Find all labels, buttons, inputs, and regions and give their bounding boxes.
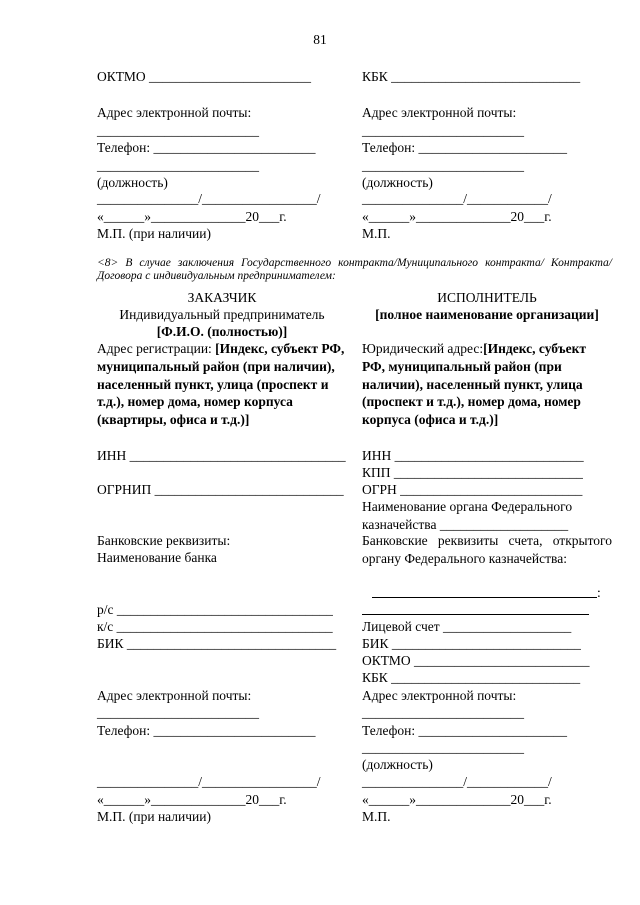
executor-bik: БИК ____________________________ [362,636,581,651]
footnote-text: В случае заключения Государственного контракта/Муниципального контракта/ Контракта/Договора с индивидуальным предпринимателем: [97,257,613,282]
customer-email-label: Адрес электронной почты: [97,688,252,703]
executor-date: «______»______________20___г. [362,792,552,807]
executor-stamp: М.П. [362,809,391,824]
customer-ogrnip: ОГРНИП ____________________________ [97,482,344,497]
customer-heading: ЗАКАЗЧИК [187,290,257,305]
customer-signature: _______________/_________________/ [97,774,321,789]
blank-line [372,597,597,598]
customer-date: «______»______________20___г. [97,792,287,807]
executor-bank-details: Банковские реквизиты счета, открытого органу Федерального казначейства: [362,533,612,566]
customer-address [97,340,347,429]
customer-inn: ИНН ________________________________ [97,448,346,463]
executor-phone-line: ________________________ [362,740,524,755]
executor-signature: _______________/____________/ [362,774,552,789]
oktmo-field: ОКТМО ________________________ [97,69,311,84]
customer-stamp: М.П. (при наличии) [97,809,211,824]
address-label: Юридический адрес: [362,341,484,356]
address-value: [Индекс, субъект РФ, муниципальный район (при наличии), населенный пункт, улица (проспект и т.д.), номер дома, номер корпуса (квартиры, офиса и т.д.)] [97,341,345,428]
executor-position: (должность) [362,757,433,772]
executor-treasury-name: Наименование органа Федерального казначейства ___________________ [362,499,573,532]
address-label: Адрес регистрации: [97,341,216,356]
customer-type: Индивидуальный предприниматель [119,307,325,322]
kbk-field: КБК ____________________________ [362,69,581,84]
blank-colon: : [597,585,601,600]
date-line: «______»______________20___г. [362,209,552,224]
customer-ks: к/с ________________________________ [97,619,333,634]
customer-rs: р/с ________________________________ [97,602,333,617]
executor-oktmo: ОКТМО __________________________ [362,653,590,668]
executor-name: [полное наименование организации] [375,307,599,322]
executor-heading: ИСПОЛНИТЕЛЬ [437,290,537,305]
executor-kbk: КБК ____________________________ [362,670,581,685]
phone-line: ________________________ [97,158,259,173]
executor-kpp: КПП ____________________________ [362,465,583,480]
executor-email-label: Адрес электронной почты: [362,688,517,703]
executor-ogrn: ОГРН ___________________________ [362,482,583,497]
executor-address [362,340,612,429]
position-label: (должность) [362,175,433,190]
email-label: Адрес электронной почты: [97,105,252,120]
stamp-label: М.П. [362,226,391,241]
footnote-marker: <8> [97,257,119,269]
executor-personal-account: Лицевой счет ___________________ [362,619,572,634]
phone-field: Телефон: ______________________ [362,140,567,155]
phone-line: ________________________ [362,158,524,173]
footnote-8 [97,257,612,282]
page-number: 81 [313,32,327,47]
customer-name: [Ф.И.О. (полностью)] [156,324,288,339]
executor-inn: ИНН ____________________________ [362,448,584,463]
signature-line: _______________/_________________/ [97,191,321,206]
address-value: [Индекс, субъект РФ, муниципальный район (при наличии), населенный пункт, улица (проспект и т.д.), номер дома, номер корпуса (офиса и т.д.)] [362,341,586,428]
signature-line: _______________/____________/ [362,191,552,206]
customer-email-line: ________________________ [97,705,259,720]
customer-bank-details: Банковские реквизиты: [97,533,231,548]
stamp-label: М.П. (при наличии) [97,226,211,241]
position-label: (должность) [97,175,168,190]
customer-bank-name: Наименование банка [97,550,217,565]
email-line: ________________________ [362,123,524,138]
customer-bik: БИК _______________________________ [97,636,337,651]
email-line: ________________________ [97,123,259,138]
blank-line [362,614,589,615]
email-label: Адрес электронной почты: [362,105,517,120]
date-line: «______»______________20___г. [97,209,287,224]
executor-email-line: ________________________ [362,705,524,720]
executor-phone: Телефон: ______________________ [362,723,567,738]
phone-field: Телефон: ________________________ [97,140,316,155]
customer-phone: Телефон: ________________________ [97,723,316,738]
